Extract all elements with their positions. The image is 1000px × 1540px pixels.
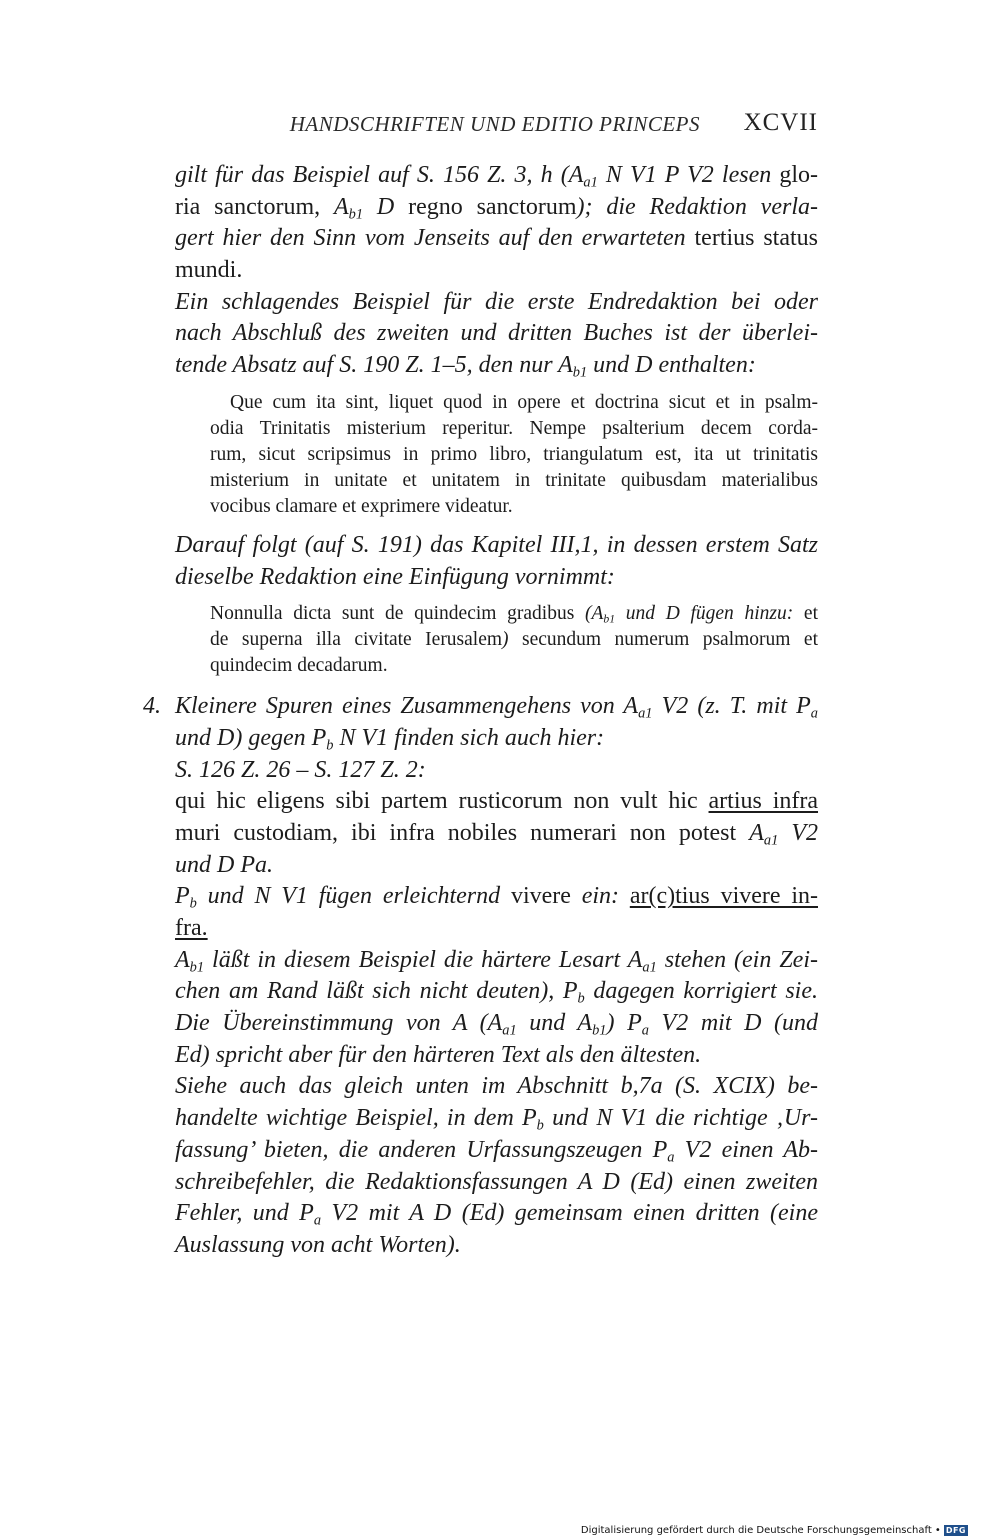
text-line: Die Übereinstimmung von A ($A_{a1}$ und $A_{b1}$) $P_a$ V2 mit D (und (175, 1010, 819, 1039)
page-header (0, 109, 1000, 142)
text-line: ria sanctorum, $A_{b1}$ D regno sanctorum); die Redaktion verla- (175, 193, 818, 222)
text-line: und D Pa. (175, 851, 273, 878)
text-line: dieselbe Redaktion eine Einfügung vornimmt: (175, 563, 615, 590)
running-title: HANDSCHRIFTEN UND EDITIO PRINCEPS (289, 112, 700, 136)
paragraph-2 (175, 287, 818, 382)
numbered-item-4 (143, 691, 819, 1261)
item-number: 4. (143, 693, 161, 720)
text-line: Auslassung von acht Worten). (175, 1231, 461, 1258)
text-line: S. 126 Z. 26 – S. 127 Z. 2: (175, 756, 426, 783)
text-line: qui hic eligens sibi partem rusticorum non vult hic artius infra (175, 788, 819, 815)
text-line: Kleinere Spuren eines Zusammengehens von $A_{a1}$ V2 (z. T. mit $P_a$ (175, 693, 818, 722)
text-line: Fehler, und $P_a$ V2 mit A D (Ed) gemeinsam einen dritten (eine (175, 1200, 818, 1229)
text-line: handelte wichtige Beispiel, in dem $P_b$ und N V1 die richtige ‚Ur- (175, 1105, 818, 1134)
text-line: $P_b$ und N V1 fügen erleichternd vivere ein: ar(c)tius vivere in- (175, 883, 818, 912)
text-line: gilt für das Beispiel auf S. 156 Z. 3, h ($A_{a1}$ N V1 P V2 lesen glo- (175, 162, 819, 191)
text-line: fassung’ bieten, die anderen Urfassungszeugen $P_a$ V2 einen Ab- (175, 1136, 818, 1166)
dfg-logo: DFG (945, 1526, 966, 1535)
text-line: nach Abschluß des zweiten und dritten Buches ist der überlei- (175, 320, 818, 347)
text-line: Ein schlagendes Beispiel für die erste Endredaktion bei oder (175, 288, 818, 315)
quote-line: vocibus clamare et exprimere videatur. (210, 495, 513, 517)
text-line: Ed) spricht aber für den härteren Text als den ältesten. (175, 1041, 702, 1068)
text-line: mundi. (175, 257, 243, 284)
text-line: und D) gegen $P_b$ N V1 finden sich auch hier: (175, 724, 605, 754)
text-line: Siehe auch das gleich unten im Abschnitt b,7a (S. XCIX) be- (175, 1073, 818, 1100)
text-line: fra. (175, 915, 208, 941)
text-line: muri custodiam, ibi infra nobiles numerari non potest $A_{a1}$ V2 (175, 819, 818, 849)
quote-line: Que cum ita sint, liquet quod in opere et doctrina sicut et in psalm- (230, 391, 818, 413)
text-line: $A_{b1}$ läßt in diesem Beispiel die härtere Lesart $A_{a1}$ stehen (ein Zei- (175, 946, 818, 975)
text-line: chen am Rand läßt sich nicht deuten), $P_b$ dagegen korrigiert sie. (175, 978, 819, 1007)
text-line: gert hier den Sinn vom Jenseits auf den erwarteten tertius status (175, 225, 818, 252)
footer-text: Digitalisierung gefördert durch die Deutsche Forschungsgemeinschaft • (580, 1525, 941, 1536)
paragraph-1 (175, 160, 818, 287)
quote-line: odia Trinitatis misterium reperitur. Nempe psalterium decem corda- (210, 417, 818, 439)
main-text (143, 160, 819, 1262)
quote-line: rum, sicut scripsimus in primo libro, triangulatum est, ita ut trinitatis (210, 443, 818, 465)
quote-line: quindecim decadarum. (210, 655, 388, 677)
page-number: XCVII (743, 109, 818, 136)
block-quote-1 (210, 390, 818, 520)
quote-line: de superna illa civitate Ierusalem) secundum numerum psalmorum et (210, 629, 818, 651)
quote-line: misterium in unitate et unitatem in trinitate quibusdam materialibus (210, 469, 818, 491)
text-line: schreibefehler, die Redaktionsfassungen A D (Ed) einen zweiten (175, 1168, 818, 1195)
quote-line: Nonnulla dicta sunt de quindecim gradibus ($A_{b1}$ und D fügen hinzu: et (210, 603, 818, 626)
block-quote-2 (210, 601, 818, 679)
paragraph-3 (175, 530, 818, 593)
digitization-footer (581, 1525, 968, 1536)
text-line: tende Absatz auf S. 190 Z. 1–5, den nur $A_{b1}$ und D enthalten: (175, 352, 756, 381)
text-line: Darauf folgt (auf S. 191) das Kapitel III,1, in dessen erstem Satz (175, 531, 818, 558)
